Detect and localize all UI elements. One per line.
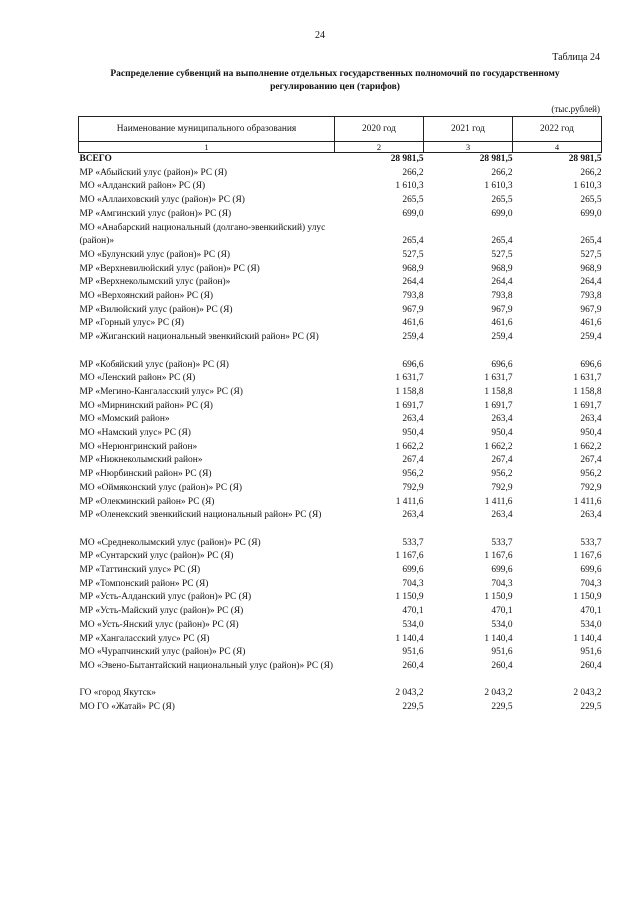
total-value-2021: 28 981,5	[479, 154, 513, 164]
value-2022: 1 411,6	[573, 496, 602, 507]
table-row	[79, 276, 602, 290]
table-row	[79, 208, 602, 222]
municipality-name: МО «Эвено-Бытантайский национальный улус (район)» РС (Я)	[79, 660, 333, 671]
spacer-cell	[79, 523, 602, 537]
column-header-name: Наименование муниципального образования	[79, 117, 335, 142]
value-2020: 259,4	[402, 332, 424, 343]
document-title: Распределение субвенций на выполнение отдельных государственных полномочий по государственному регулированию цен (тарифов)	[110, 69, 560, 92]
value-2021: 956,2	[491, 469, 513, 480]
column-number: 1	[79, 142, 335, 153]
value-2020: 534,0	[402, 619, 424, 630]
value-2020: 1 411,6	[395, 496, 424, 507]
value-2021: 696,6	[491, 359, 513, 370]
municipality-name: МО «Алданский район» РС (Я)	[79, 181, 206, 192]
value-2020: 267,4	[402, 455, 424, 466]
municipality-name: МО «Булунский улус (район)» РС (Я)	[79, 249, 230, 260]
value-2022: 263,4	[580, 510, 602, 521]
value-2021: 266,2	[491, 167, 513, 178]
value-2021: 967,9	[491, 304, 513, 315]
value-2020: 950,4	[402, 428, 424, 439]
value-2021: 951,6	[491, 647, 513, 658]
municipality-name: МО «Оймяконский улус (район)» РС (Я)	[79, 482, 242, 493]
value-2022: 1 167,6	[573, 551, 602, 562]
value-2020: 1 167,6	[395, 551, 424, 562]
value-2022: 1 140,4	[573, 633, 602, 644]
page-number: 24	[315, 30, 325, 41]
table-row	[79, 496, 602, 510]
value-2021: 704,3	[491, 578, 513, 589]
value-2021: 1 691,7	[484, 400, 513, 411]
table-row	[79, 633, 602, 647]
value-2020: 470,1	[402, 606, 424, 617]
table-row	[79, 427, 602, 441]
value-2021: 534,0	[491, 619, 513, 630]
municipality-name: МО «Ленский район» РС (Я)	[79, 373, 196, 384]
total-value-2020: 28 981,5	[390, 154, 424, 164]
municipality-name: МР «Таттинский улус» РС (Я)	[79, 565, 201, 576]
table-row	[79, 578, 602, 592]
table-label: Таблица 24	[552, 52, 600, 63]
value-2022: 1 691,7	[573, 400, 602, 411]
value-2021: 267,4	[491, 455, 513, 466]
value-2021: 1 610,3	[484, 181, 513, 192]
municipality-name: МР «Жиганский национальный эвенкийский район» РС (Я)	[79, 332, 319, 343]
value-2022: 793,8	[580, 291, 602, 302]
value-2022: 263,4	[580, 414, 602, 425]
municipality-name: МР «Оленекский эвенкийский национальный район» РС (Я)	[79, 510, 322, 521]
value-2021: 533,7	[491, 537, 513, 548]
spacer-row	[79, 345, 602, 359]
value-2022: 1 631,7	[573, 373, 602, 384]
table-header-row	[79, 117, 602, 142]
value-2020: 265,5	[402, 195, 424, 206]
value-2020: 793,8	[402, 291, 424, 302]
value-2022: 696,6	[580, 359, 602, 370]
municipality-name: МР «Нюрбинский район» РС (Я)	[79, 469, 212, 480]
table-row	[79, 359, 602, 373]
value-2021: 1 167,6	[484, 551, 513, 562]
municipality-name: МО «Нерюнгринский район»	[79, 441, 198, 452]
table-row	[79, 304, 602, 318]
value-2021: 1 140,4	[484, 633, 513, 644]
value-2022: 267,4	[580, 455, 602, 466]
value-2020: 1 158,8	[395, 386, 424, 397]
value-2022: 527,5	[580, 249, 602, 260]
municipality-name: МР «Нижнеколымский район»	[79, 455, 203, 466]
value-2021: 699,6	[491, 565, 513, 576]
value-2020: 792,9	[402, 482, 424, 493]
municipality-name: МР «Верхнеколымский улус (район)»	[79, 277, 231, 288]
subsidy-table	[78, 116, 602, 715]
value-2022: 265,5	[580, 195, 602, 206]
value-2020: 699,6	[402, 565, 424, 576]
value-2021: 265,4	[491, 236, 513, 247]
value-2020: 956,2	[402, 469, 424, 480]
municipality-name: МР «Вилюйский улус (район)» РС (Я)	[79, 304, 233, 315]
municipality-name: МО «Анабарский национальный (долгано-эвенкийский) улус (район)»	[79, 222, 326, 247]
column-header-2022: 2022 год	[513, 117, 602, 142]
table-row	[79, 317, 602, 331]
value-2020: 1 631,7	[395, 373, 424, 384]
value-2020: 263,4	[402, 414, 424, 425]
municipality-name: МР «Усть-Алданский улус (район)» РС (Я)	[79, 592, 252, 603]
municipality-name: МР «Горный улус» РС (Я)	[79, 318, 184, 329]
value-2021: 1 158,8	[484, 386, 513, 397]
value-2021: 950,4	[491, 428, 513, 439]
table-row	[79, 386, 602, 400]
value-2021: 1 631,7	[484, 373, 513, 384]
value-2020: 263,4	[402, 510, 424, 521]
value-2022: 704,3	[580, 578, 602, 589]
municipality-name: МР «Абыйский улус (район)» РС (Я)	[79, 167, 227, 178]
table-row	[79, 701, 602, 715]
municipality-name: МР «Томпонский район» РС (Я)	[79, 578, 209, 589]
value-2021: 527,5	[491, 249, 513, 260]
value-2021: 699,0	[491, 208, 513, 219]
value-2022: 1 610,3	[573, 181, 602, 192]
value-2020: 260,4	[402, 660, 424, 671]
value-2020: 266,2	[402, 167, 424, 178]
value-2022: 968,9	[580, 263, 602, 274]
value-2021: 263,4	[491, 414, 513, 425]
value-2020: 229,5	[402, 702, 424, 713]
value-2021: 2 043,2	[484, 688, 513, 699]
value-2021: 1 411,6	[484, 496, 513, 507]
municipality-name: МР «Сунтарский улус (район)» РС (Я)	[79, 551, 234, 562]
value-2020: 2 043,2	[395, 688, 424, 699]
value-2022: 534,0	[580, 619, 602, 630]
municipality-name: МР «Кобяйский улус (район)» РС (Я)	[79, 359, 229, 370]
municipality-name: МО «Намский улус» РС (Я)	[79, 428, 191, 439]
value-2021: 461,6	[491, 318, 513, 329]
value-2020: 699,0	[402, 208, 424, 219]
value-2022: 967,9	[580, 304, 602, 315]
table-row	[79, 619, 602, 633]
value-2020: 1 662,2	[395, 441, 424, 452]
column-number: 4	[513, 142, 602, 153]
value-2020: 527,5	[402, 249, 424, 260]
table-row	[79, 413, 602, 427]
value-2020: 696,6	[402, 359, 424, 370]
value-2021: 793,8	[491, 291, 513, 302]
table-row	[79, 687, 602, 701]
table-row	[79, 550, 602, 564]
value-2021: 265,5	[491, 195, 513, 206]
column-header-2021: 2021 год	[424, 117, 513, 142]
municipality-name: МР «Хангаласский улус» РС (Я)	[79, 633, 210, 644]
spacer-row	[79, 523, 602, 537]
value-2021: 968,9	[491, 263, 513, 274]
table-row	[79, 660, 602, 674]
municipality-name: МО ГО «Жатай» РС (Я)	[79, 702, 175, 713]
table-row	[79, 591, 602, 605]
municipality-name: МР «Олекминский район» РС (Я)	[79, 496, 215, 507]
value-2020: 967,9	[402, 304, 424, 315]
value-2022: 229,5	[580, 702, 602, 713]
value-2022: 470,1	[580, 606, 602, 617]
table-row	[79, 605, 602, 619]
municipality-name: МО «Момский район»	[79, 414, 170, 425]
value-2021: 1 150,9	[484, 592, 513, 603]
municipality-name: МР «Усть-Майский улус (район)» РС (Я)	[79, 606, 244, 617]
value-2022: 792,9	[580, 482, 602, 493]
column-header-2020: 2020 год	[335, 117, 424, 142]
value-2022: 1 662,2	[573, 441, 602, 452]
table-row	[79, 441, 602, 455]
value-2022: 266,2	[580, 167, 602, 178]
value-2020: 704,3	[402, 578, 424, 589]
value-2020: 1 140,4	[395, 633, 424, 644]
units-label: (тыс.рублей)	[551, 104, 600, 114]
spacer-cell	[79, 674, 602, 688]
municipality-name: МО «Среднеколымский улус (район)» РС (Я)	[79, 537, 261, 548]
table-row	[79, 290, 602, 304]
table-row	[79, 194, 602, 208]
total-value-2022: 28 981,5	[568, 154, 602, 164]
value-2021: 470,1	[491, 606, 513, 617]
value-2022: 951,6	[580, 647, 602, 658]
table-row	[79, 249, 602, 263]
value-2021: 792,9	[491, 482, 513, 493]
column-number-row	[79, 142, 602, 153]
municipality-name: МР «Мегино-Кангаласский улус» РС (Я)	[79, 386, 243, 397]
table-row	[79, 646, 602, 660]
value-2021: 263,4	[491, 510, 513, 521]
table-row	[79, 263, 602, 277]
value-2022: 264,4	[580, 277, 602, 288]
value-2020: 1 610,3	[395, 181, 424, 192]
table-row	[79, 180, 602, 194]
value-2021: 229,5	[491, 702, 513, 713]
table-row	[79, 400, 602, 414]
value-2022: 1 150,9	[573, 592, 602, 603]
table-row	[79, 537, 602, 551]
value-2022: 699,6	[580, 565, 602, 576]
value-2020: 951,6	[402, 647, 424, 658]
value-2021: 264,4	[491, 277, 513, 288]
value-2022: 1 158,8	[573, 386, 602, 397]
municipality-name: МО «Аллаиховский улус (район)» РС (Я)	[79, 195, 245, 206]
value-2021: 260,4	[491, 660, 513, 671]
table-row	[79, 372, 602, 386]
value-2022: 260,4	[580, 660, 602, 671]
value-2022: 699,0	[580, 208, 602, 219]
value-2022: 2 043,2	[573, 688, 602, 699]
spacer-row	[79, 674, 602, 688]
total-label: ВСЕГО	[79, 154, 112, 164]
value-2022: 265,4	[580, 236, 602, 247]
column-number: 3	[424, 142, 513, 153]
table-row	[79, 468, 602, 482]
value-2020: 1 150,9	[395, 592, 424, 603]
municipality-name: МО «Верхоянский район» РС (Я)	[79, 291, 214, 302]
municipality-name: МР «Амгинский улус (район)» РС (Я)	[79, 208, 232, 219]
municipality-name: МР «Верхневилюйский улус (район)» РС (Я)	[79, 263, 260, 274]
value-2022: 950,4	[580, 428, 602, 439]
value-2020: 264,4	[402, 277, 424, 288]
value-2020: 1 691,7	[395, 400, 424, 411]
table-row	[79, 564, 602, 578]
value-2020: 968,9	[402, 263, 424, 274]
table-row	[79, 509, 602, 523]
value-2020: 461,6	[402, 318, 424, 329]
table-row	[79, 167, 602, 181]
spacer-cell	[79, 345, 602, 359]
municipality-name: ГО «город Якутск»	[79, 688, 156, 699]
value-2022: 533,7	[580, 537, 602, 548]
table-row	[79, 331, 602, 345]
value-2022: 956,2	[580, 469, 602, 480]
municipality-name: МО «Мирнинский район» РС (Я)	[79, 400, 213, 411]
column-number: 2	[335, 142, 424, 153]
table-row	[79, 454, 602, 468]
table-body	[79, 153, 602, 715]
value-2021: 259,4	[491, 332, 513, 343]
municipality-name: МО «Чурапчинский улус (район)» РС (Я)	[79, 647, 246, 658]
value-2021: 1 662,2	[484, 441, 513, 452]
table-row	[79, 222, 602, 249]
value-2022: 259,4	[580, 332, 602, 343]
value-2022: 461,6	[580, 318, 602, 329]
municipality-name: МО «Усть-Янский улус (район)» РС (Я)	[79, 619, 239, 630]
table-row	[79, 482, 602, 496]
value-2020: 265,4	[402, 236, 424, 247]
value-2020: 533,7	[402, 537, 424, 548]
total-row	[79, 153, 602, 167]
